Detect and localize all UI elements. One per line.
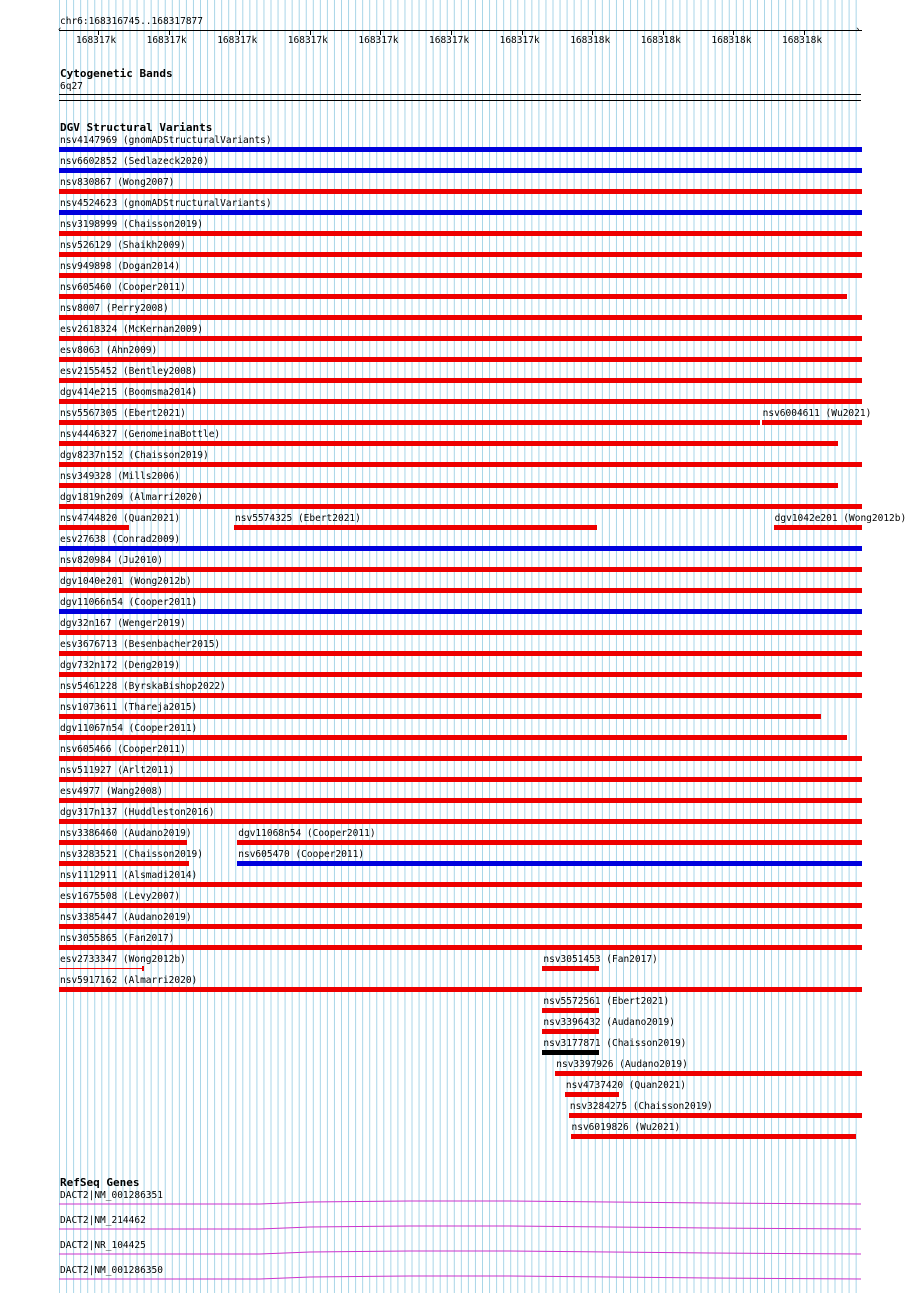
dgv-track-title: DGV Structural Variants	[60, 121, 213, 134]
ruler-tick-label: 168317k	[76, 35, 117, 46]
variant-bar[interactable]	[59, 609, 862, 614]
variant-label[interactable]: nsv3396432 (Audano2019)	[543, 1017, 675, 1028]
cytoband-ideogram-bottom	[59, 100, 861, 101]
variant-label[interactable]: esv1675508 (Levy2007)	[60, 891, 181, 902]
variant-bar[interactable]	[59, 378, 862, 383]
ruler-tick-label: 168317k	[287, 35, 328, 46]
variant-label[interactable]: esv27638 (Conrad2009)	[60, 534, 181, 545]
gene-label[interactable]: DACT2|NM_001286351	[60, 1190, 163, 1201]
variant-bar[interactable]	[59, 903, 862, 908]
variant-bar[interactable]	[59, 756, 862, 761]
variant-label[interactable]: esv3676713 (Besenbacher2015)	[60, 639, 221, 650]
variant-label[interactable]: nsv605460 (Cooper2011)	[60, 282, 186, 293]
ruler-left-arrow-icon: ‹	[57, 25, 63, 35]
variant-label[interactable]: nsv830867 (Wong2007)	[60, 177, 175, 188]
variant-label[interactable]: dgv1042e201 (Wong2012b)	[774, 513, 906, 524]
variant-bar[interactable]	[542, 1008, 598, 1013]
variant-bar[interactable]	[571, 1134, 857, 1139]
variant-label[interactable]: nsv511927 (Arlt2011)	[60, 765, 175, 776]
variant-bar[interactable]	[59, 567, 862, 572]
variant-label[interactable]: nsv4446327 (GenomeinaBottle)	[60, 429, 221, 440]
variant-label[interactable]: nsv949898 (Dogan2014)	[60, 261, 181, 272]
variant-bar[interactable]	[59, 336, 862, 341]
variant-label[interactable]: esv4977 (Wang2008)	[60, 786, 163, 797]
variant-bar[interactable]	[237, 861, 862, 866]
cytoband-label[interactable]: 6q27	[60, 81, 83, 92]
variant-bar[interactable]	[59, 968, 143, 969]
variant-label[interactable]: nsv3385447 (Audano2019)	[60, 912, 192, 923]
variant-label[interactable]: nsv605466 (Cooper2011)	[60, 744, 186, 755]
variant-bar[interactable]	[59, 210, 862, 215]
variant-bar[interactable]	[237, 840, 862, 845]
variant-label[interactable]: esv2618324 (McKernan2009)	[60, 324, 203, 335]
variant-bar[interactable]	[59, 441, 838, 446]
gene-model-line[interactable]	[59, 1201, 861, 1204]
variant-bar[interactable]	[762, 420, 862, 425]
variant-bar[interactable]	[555, 1071, 862, 1076]
gene-label[interactable]: DACT2|NM_001286350	[60, 1265, 163, 1276]
variant-bar[interactable]	[59, 483, 838, 488]
variant-bar[interactable]	[59, 819, 862, 824]
variant-bar[interactable]	[59, 588, 862, 593]
variant-label[interactable]: nsv820984 (Ju2010)	[60, 555, 163, 566]
ruler-tick-label: 168317k	[358, 35, 399, 46]
variant-label[interactable]: dgv8237n152 (Chaisson2019)	[60, 450, 209, 461]
variant-label[interactable]: dgv317n137 (Huddleston2016)	[60, 807, 215, 818]
variant-label[interactable]: nsv3055865 (Fan2017)	[60, 933, 175, 944]
ruler-tick-label: 168317k	[429, 35, 470, 46]
variant-bar[interactable]	[59, 462, 862, 467]
variant-label[interactable]: nsv5574325 (Ebert2021)	[235, 513, 361, 524]
variant-bar[interactable]	[565, 1092, 620, 1097]
variant-label[interactable]: nsv1112911 (Alsmadi2014)	[60, 870, 198, 881]
variant-label[interactable]: nsv3397926 (Audano2019)	[556, 1059, 688, 1070]
cytoband-ideogram-top	[59, 94, 861, 95]
gene-label[interactable]: DACT2|NM_214462	[60, 1215, 146, 1226]
variant-bar[interactable]	[59, 546, 862, 551]
variant-label[interactable]: dgv11068n54 (Cooper2011)	[238, 828, 376, 839]
variant-bar[interactable]	[59, 651, 862, 656]
ruler-tick-label: 168318k	[570, 35, 611, 46]
variant-label[interactable]: nsv3051453 (Fan2017)	[543, 954, 658, 965]
variant-bar[interactable]	[59, 168, 862, 173]
variant-label[interactable]: nsv4744820 (Quan2021)	[60, 513, 181, 524]
variant-label[interactable]: esv2733347 (Wong2012b)	[60, 954, 186, 965]
refseq-gene-lines	[0, 1185, 890, 1290]
variant-label[interactable]: nsv6019826 (Wu2021)	[571, 1122, 681, 1133]
variant-label[interactable]: esv8063 (Ahn2009)	[60, 345, 158, 356]
ruler-tick-label: 168317k	[146, 35, 187, 46]
variant-label[interactable]: dgv1819n209 (Almarri2020)	[60, 492, 203, 503]
variant-label[interactable]: nsv349328 (Mills2006)	[60, 471, 181, 482]
variant-label[interactable]: nsv3386460 (Audano2019)	[60, 828, 192, 839]
variant-bar[interactable]	[59, 315, 862, 320]
variant-bar[interactable]	[59, 987, 862, 992]
variant-bar[interactable]	[59, 420, 760, 425]
variant-bar[interactable]	[569, 1113, 862, 1118]
variant-bar[interactable]	[59, 714, 821, 719]
cytoband-track-title: Cytogenetic Bands	[60, 67, 173, 80]
variant-bar[interactable]	[542, 966, 598, 971]
variant-bar[interactable]	[59, 231, 862, 236]
variant-bar[interactable]	[59, 693, 862, 698]
variant-label[interactable]: nsv605470 (Cooper2011)	[238, 849, 365, 860]
variant-bar[interactable]	[59, 882, 862, 887]
variant-bar[interactable]	[59, 777, 862, 782]
variant-label[interactable]: nsv5917162 (Almarri2020)	[60, 975, 198, 986]
ruler-axis	[59, 30, 862, 31]
variant-label[interactable]: nsv5461228 (ByrskaBishop2022)	[60, 681, 226, 692]
variant-bar[interactable]	[59, 798, 862, 803]
variant-label[interactable]: nsv6004611 (Wu2021)	[762, 408, 872, 419]
variant-label[interactable]: nsv4737420 (Quan2021)	[565, 1080, 686, 1091]
variant-label[interactable]: esv2155452 (Bentley2008)	[60, 366, 198, 377]
variant-bar[interactable]	[59, 147, 862, 152]
variant-bar-end	[142, 966, 144, 971]
variant-bar[interactable]	[59, 294, 847, 299]
variant-bar[interactable]	[59, 840, 187, 845]
variant-bar[interactable]	[59, 357, 862, 362]
variant-bar[interactable]	[542, 1050, 598, 1055]
variant-label[interactable]: dgv32n167 (Wenger2019)	[60, 618, 186, 629]
variant-label[interactable]: nsv4524623 (gnomADStructuralVariants)	[60, 198, 272, 209]
variant-bar[interactable]	[59, 504, 862, 509]
variant-bar[interactable]	[59, 189, 862, 194]
variant-label[interactable]: dgv414e215 (Boomsma2014)	[60, 387, 198, 398]
variant-label[interactable]: nsv4147969 (gnomADStructuralVariants)	[60, 135, 272, 146]
variant-bar[interactable]	[542, 1029, 598, 1034]
variant-bar[interactable]	[59, 945, 862, 950]
variant-label[interactable]: nsv6602852 (Sedlazeck2020)	[60, 156, 209, 167]
variant-bar[interactable]	[59, 252, 862, 257]
variant-label[interactable]: dgv11066n54 (Cooper2011)	[60, 597, 198, 608]
variant-bar[interactable]	[59, 861, 189, 866]
variant-label[interactable]: nsv3177871 (Chaisson2019)	[543, 1038, 687, 1049]
gene-model-line[interactable]	[59, 1251, 861, 1254]
variant-bar[interactable]	[59, 630, 862, 635]
variant-bar[interactable]	[59, 525, 129, 530]
gene-model-line[interactable]	[59, 1226, 861, 1229]
variant-label[interactable]: nsv3283521 (Chaisson2019)	[60, 849, 203, 860]
variant-label[interactable]: dgv732n172 (Deng2019)	[60, 660, 181, 671]
variant-label[interactable]: dgv11067n54 (Cooper2011)	[60, 723, 198, 734]
variant-bar[interactable]	[59, 399, 862, 404]
variant-label[interactable]: nsv3284275 (Chaisson2019)	[569, 1101, 713, 1112]
variant-bar[interactable]	[234, 525, 597, 530]
ruler-tick-label: 168318k	[640, 35, 681, 46]
ruler-tick-label: 168318k	[711, 35, 752, 46]
variant-bar[interactable]	[59, 672, 862, 677]
variant-label[interactable]: dgv1040e201 (Wong2012b)	[60, 576, 192, 587]
variant-label[interactable]: nsv5572561 (Ebert2021)	[543, 996, 670, 1007]
gene-model-line[interactable]	[59, 1276, 861, 1279]
variant-label[interactable]: nsv526129 (Shaikh2009)	[60, 240, 186, 251]
refseq-track-title: RefSeq Genes	[60, 1176, 140, 1189]
ruler-tick-label: 168317k	[217, 35, 258, 46]
variant-bar[interactable]	[59, 273, 862, 278]
location-label: chr6:168316745..168317877	[60, 16, 203, 27]
variant-bar[interactable]	[774, 525, 862, 530]
variant-label[interactable]: nsv5567305 (Ebert2021)	[60, 408, 186, 419]
ruler-tick-label: 168318k	[782, 35, 823, 46]
variant-bar[interactable]	[59, 735, 847, 740]
variant-bar[interactable]	[59, 924, 862, 929]
ruler-right-arrow-icon: ›	[855, 25, 861, 35]
gene-label[interactable]: DACT2|NR_104425	[60, 1240, 146, 1251]
variant-label[interactable]: nsv1073611 (Thareja2015)	[60, 702, 198, 713]
variant-label[interactable]: nsv8007 (Perry2008)	[60, 303, 169, 314]
ruler-tick-label: 168317k	[499, 35, 540, 46]
variant-label[interactable]: nsv3198999 (Chaisson2019)	[60, 219, 203, 230]
